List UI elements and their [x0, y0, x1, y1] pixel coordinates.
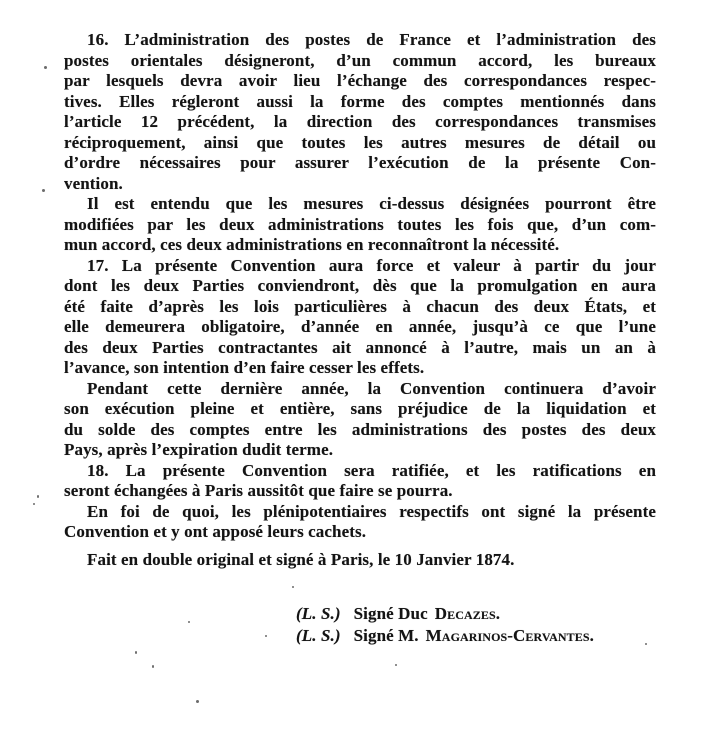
paragraph — [64, 256, 656, 379]
scan-speck — [44, 66, 47, 69]
scan-speck — [395, 664, 397, 666]
paragraph — [64, 502, 656, 543]
signature-block — [296, 603, 656, 647]
text-line: modifiées par les deux administrations toutes les fois que, d’un com- — [64, 214, 656, 234]
text-line: mun accord, ces deux administrations en reconnaîtront la nécessité. — [64, 235, 560, 254]
signature-prefix: Signé Duc — [353, 604, 428, 623]
signature-line — [296, 603, 656, 625]
text-line: Pendant cette dernière année, la Convention continuera d’avoir — [87, 378, 656, 398]
text-line: 18. La présente Convention sera ratifiée, et les ratifications en — [87, 460, 656, 480]
scan-speck — [37, 495, 39, 498]
signature-line — [296, 625, 656, 647]
paragraphs-container — [64, 30, 656, 570]
text-line: tives. Elles régleront aussi la forme des comptes mentionnés dans — [64, 91, 656, 111]
seal-mark: (L. S.) — [296, 604, 341, 623]
scan-speck — [33, 503, 35, 505]
text-line: son exécution pleine et entière, sans préjudice de la liquidation et — [64, 399, 656, 418]
text-line: du solde des comptes entre les administrations des postes des deux — [64, 419, 656, 439]
seal-mark: (L. S.) — [296, 626, 341, 645]
text-line: par lesquels devra avoir lieu l’échange des correspondances respec- — [64, 71, 656, 90]
scan-speck — [292, 586, 294, 588]
text-line: postes orientales désigneront, d’un commun accord, les bureaux — [64, 50, 656, 70]
text-line: l’article 12 précédent, la direction des correspondances transmises — [64, 112, 656, 131]
text-line: dont les deux Parties conviendront, dès que la promulgation en aura — [64, 276, 656, 295]
text-line: seront échangées à Paris aussitôt que faire se pourra. — [64, 481, 453, 500]
text-line: Fait en double original et signé à Paris, le 10 Janvier 1874. — [87, 549, 515, 569]
scan-speck — [645, 643, 647, 645]
text-line: elle demeurera obligatoire, d’année en année, jusqu’à ce que l’une — [64, 317, 656, 336]
text-line: été faite d’après les lois particulières à chacun des deux États, et — [64, 296, 656, 316]
signatory-name: Magarinos-Cervantes. — [425, 626, 594, 645]
text-line: En foi de quoi, les plénipotentiaires respectifs ont signé la présente — [87, 501, 656, 521]
paragraph — [64, 30, 656, 194]
text-line: Convention et y ont apposé leurs cachets. — [64, 522, 367, 541]
paragraph — [64, 379, 656, 461]
text-line: réciproquement, ainsi que toutes les autres mesures de détail ou — [64, 132, 656, 152]
signatory-name: Decazes. — [434, 604, 501, 623]
document-body — [64, 30, 656, 647]
text-line: vention. — [64, 173, 123, 193]
paragraph — [64, 194, 656, 256]
signature-prefix: Signé M. — [353, 626, 419, 645]
text-line: 16. L’administration des postes de France et l’administration des — [87, 30, 656, 49]
scan-speck — [265, 635, 267, 637]
scan-speck — [42, 189, 45, 192]
text-line: 17. La présente Convention aura force et valeur à partir du jour — [87, 255, 656, 275]
scan-speck — [135, 651, 137, 654]
text-line: Pays, après l’expiration dudit terme. — [64, 440, 334, 459]
scan-speck — [196, 700, 199, 703]
text-line: l’avance, son intention d’en faire cesser les effets. — [64, 358, 425, 377]
paragraph — [64, 461, 656, 502]
scan-speck — [188, 621, 190, 623]
paragraph — [64, 550, 656, 571]
text-line: des deux Parties contractantes ait annoncé à l’autre, mais un an à — [64, 337, 656, 357]
text-line: d’ordre nécessaires pour assurer l’exécution de la présente Con- — [64, 153, 656, 172]
text-line: Il est entendu que les mesures ci-dessus désignées pourront être — [87, 194, 656, 213]
scan-speck — [152, 665, 154, 668]
